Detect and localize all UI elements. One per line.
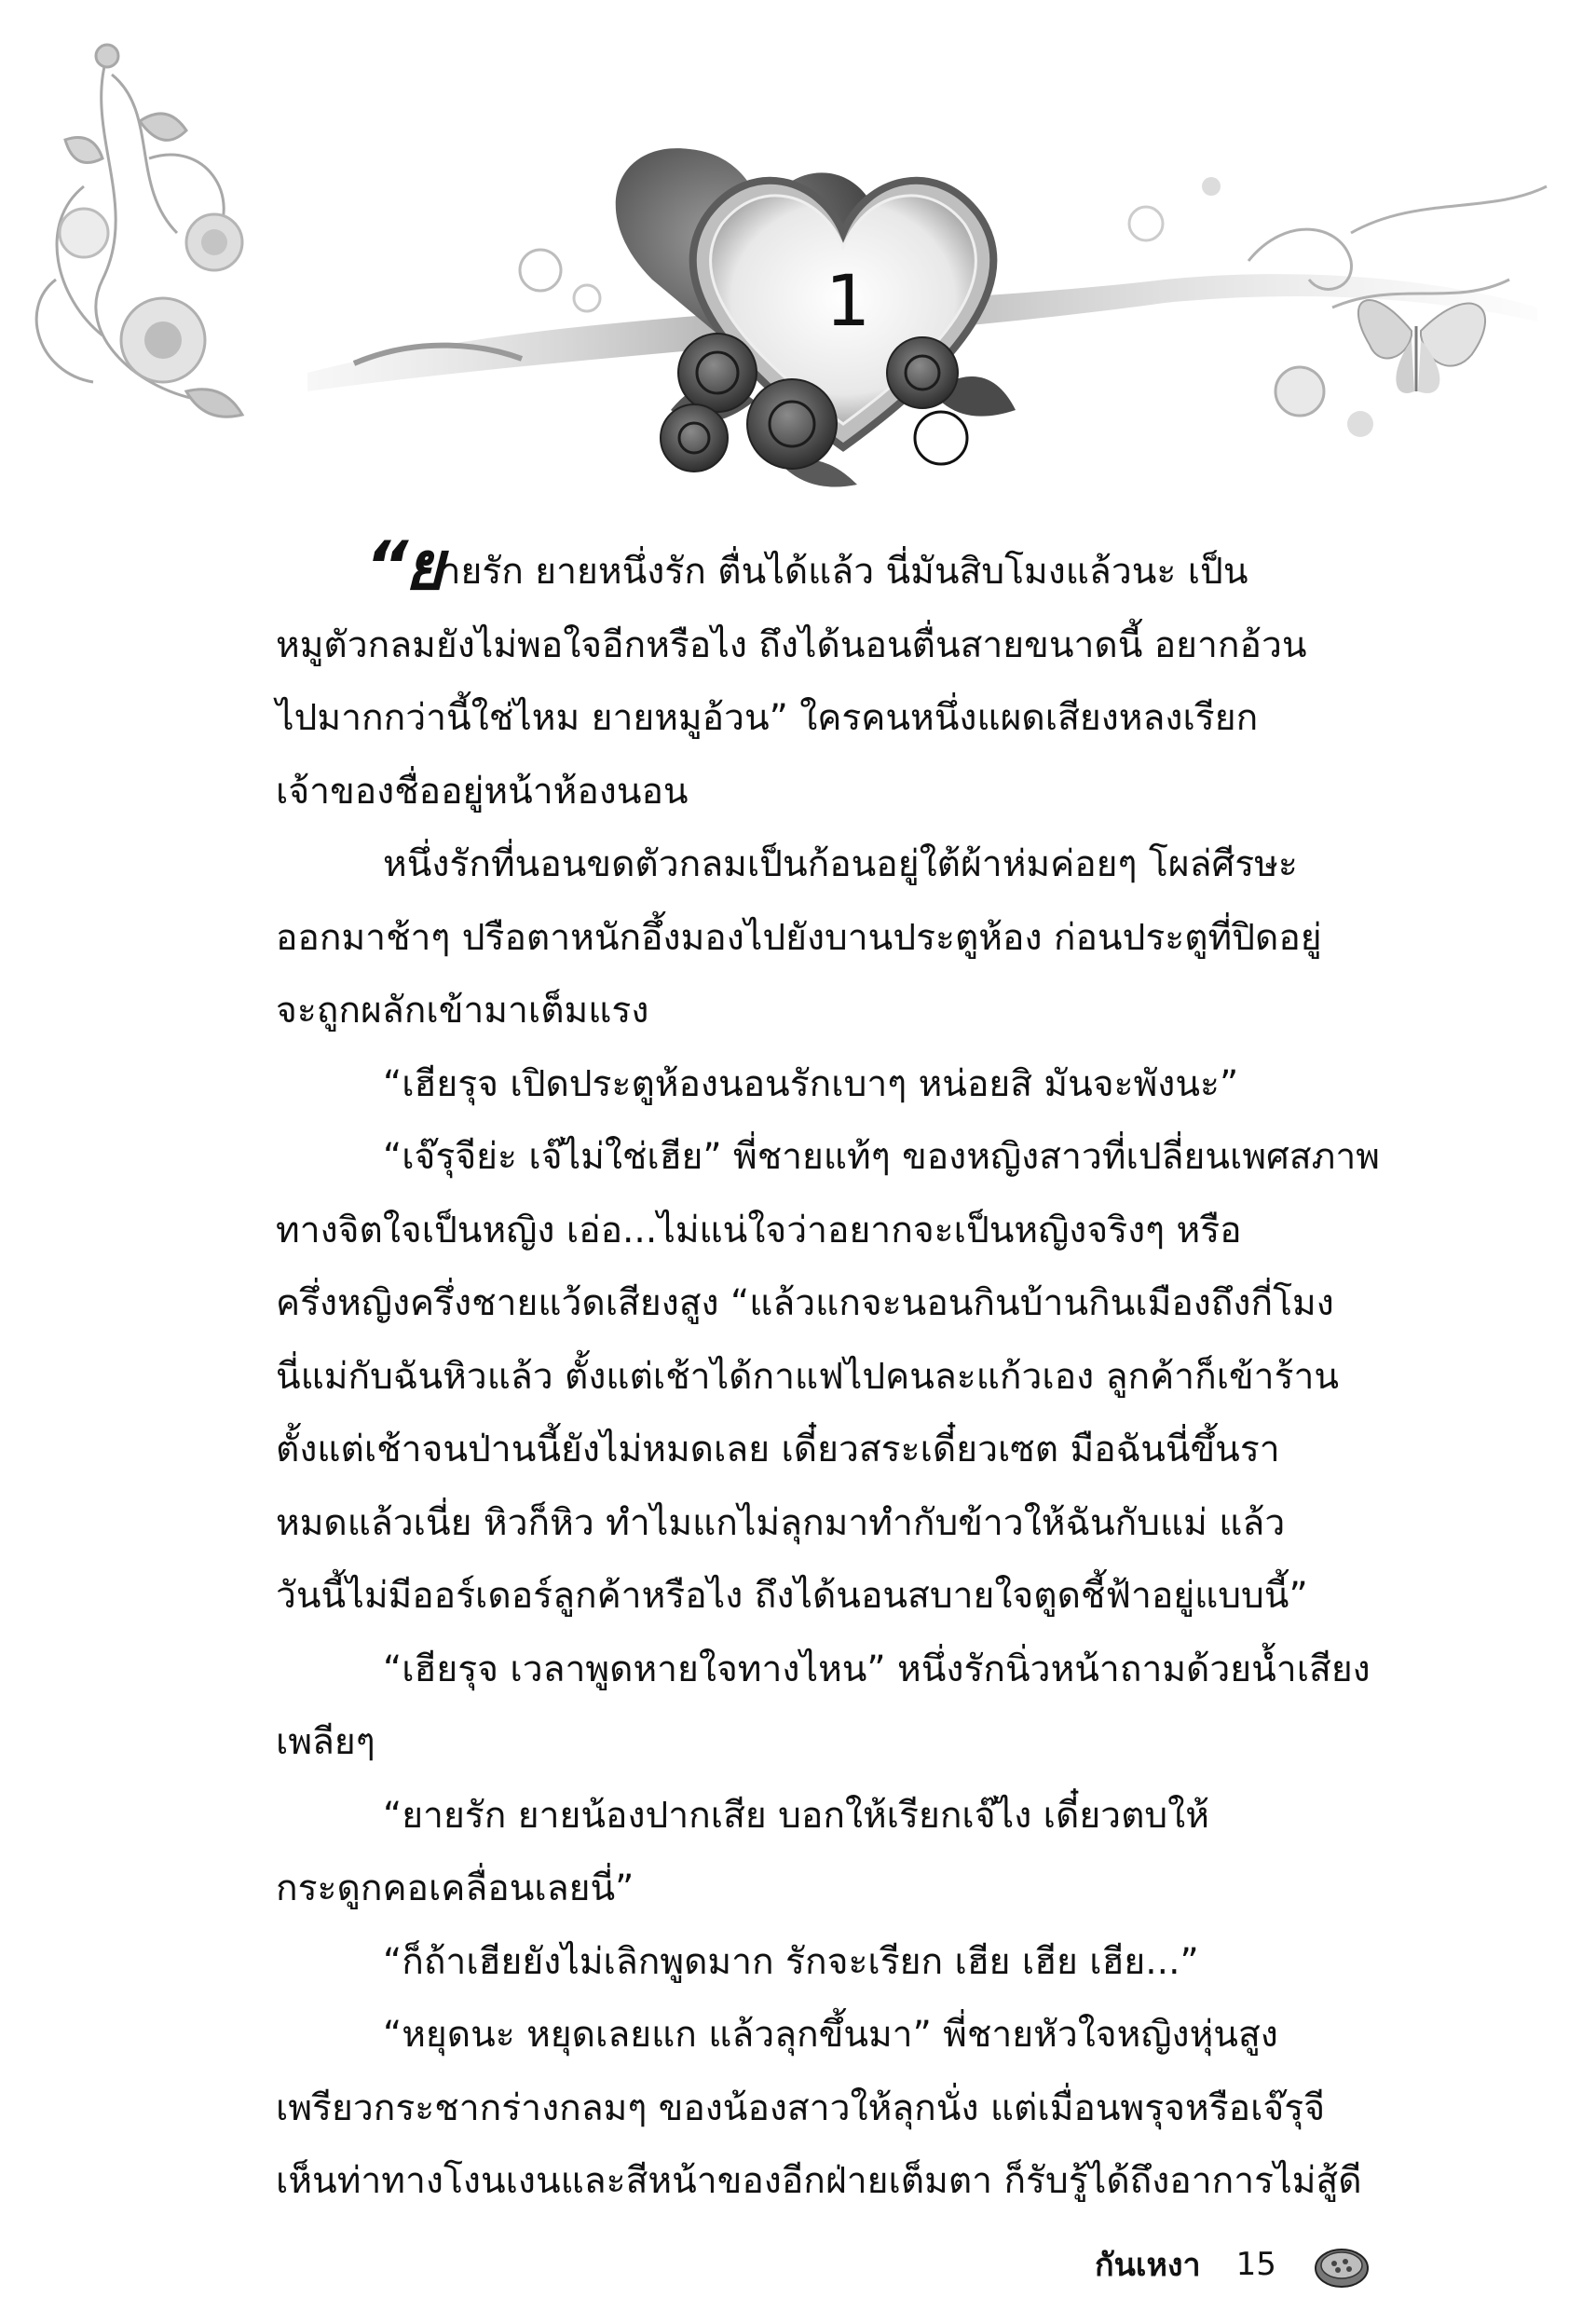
pizza-plate-icon <box>1312 2235 1371 2294</box>
line-text: หมดแล้วเนี่ย หิวก็หิว ทำไมแกไม่ลุกมาทำกับข้าวให้ฉันกับแม่ แล้ว <box>276 1501 1286 1544</box>
text-line <box>276 902 1414 976</box>
chapter-number: 1 <box>825 259 871 342</box>
line-text: หมูตัวกลมยังไม่พอใจอีกหรือไง ถึงได้นอนตื่นสายขนาดนี้ อยากอ้วน <box>276 623 1307 666</box>
line-text: เพรียวกระชากร่างกลมๆ ของน้องสาวให้ลุกนั่ง แต่เมื่อนพรุจหรือเจ๊รุจี <box>276 2086 1326 2129</box>
butterfly-icon <box>1358 300 1485 393</box>
text-line <box>276 1999 1414 2072</box>
line-text: ไปมากกว่านี้ใช่ไหม ยายหมูอ้วน” ใครคนหนึ่งแผดเสียงหลงเรียก <box>276 697 1259 739</box>
line-text: “เจ๊รุจีย่ะ เจ๊ไม่ใช่เฮีย” พี่ชายแท้ๆ ของหญิงสาวที่เปลี่ยนเพศสภาพ <box>383 1136 1380 1178</box>
page-number: 15 <box>1235 2246 1276 2283</box>
line-text: จะถูกผลักเข้ามาเต็มแรง <box>276 990 649 1032</box>
text-line <box>276 1341 1414 1415</box>
text-line <box>276 1487 1414 1561</box>
text-line <box>276 2145 1414 2219</box>
text-line <box>276 609 1414 683</box>
text-line <box>276 1560 1414 1634</box>
text-line <box>276 682 1414 756</box>
text-line <box>276 1634 1414 1707</box>
paragraph <box>276 1999 1414 2219</box>
text-line <box>276 1195 1414 1268</box>
line-text: “ก็ถ้าเฮียยังไม่เลิกพูดมาก รักจะเรียก เฮีย เฮีย เฮีย...” <box>383 1940 1199 1983</box>
line-text: “เฮียรุจ เวลาพูดหายใจทางไหน” หนึ่งรักนิ่วหน้าถามด้วยน้ำเสียง <box>383 1648 1371 1690</box>
paragraph <box>276 1634 1414 1780</box>
line-text: เพลียๆ <box>276 1721 375 1763</box>
text-line <box>276 1414 1414 1487</box>
text-line <box>276 1853 1414 1926</box>
line-text: หนึ่งรักที่นอนขดตัวกลมเป็นก้อนอยู่ใต้ผ้าห่มค่อยๆ โผล่ศีรษะ <box>383 843 1298 885</box>
paragraph <box>276 828 1414 1048</box>
paragraph <box>276 1048 1414 1122</box>
line-text: ายรัก ยายหนึ่งรัก ตื่นได้แล้ว นี่มันสิบโมงแล้วนะ เป็น <box>440 551 1248 593</box>
drop-cap: “ย <box>365 526 441 605</box>
line-text: เห็นท่าทางโงนเงนและสีหน้าของอีกฝ่ายเต็มตา ก็รับรู้ได้ถึงอาการไม่สู้ดี <box>276 2160 1362 2202</box>
line-text: ครึ่งหญิงครึ่งชายแว้ดเสียงสูง “แล้วแกจะนอนกินบ้านกินเมืองถึงกี่โมง <box>276 1282 1334 1324</box>
line-text: ตั้งแต่เช้าจนป่านนี้ยังไม่หมดเลย เดี๋ยวสระเดี๋ยวเซต มือฉันนี่ขึ้นรา <box>276 1429 1280 1470</box>
line-text: เจ้าของชื่ออยู่หน้าห้องนอน <box>276 770 689 813</box>
paragraph <box>276 526 1414 828</box>
line-text: “ยายรัก ยายน้องปากเสีย บอกให้เรียกเจ๊ไง เดี๋ยวตบให้ <box>383 1794 1209 1837</box>
text-line <box>276 756 1414 829</box>
text-line <box>276 526 1414 609</box>
text-line <box>276 1926 1414 2000</box>
line-text: วันนี้ไม่มีออร์เดอร์ลูกค้าหรือไง ถึงได้นอนสบายใจตูดชี้ฟ้าอยู่แบบนี้” <box>276 1575 1308 1617</box>
text-line <box>276 2072 1414 2146</box>
line-text: ทางจิตใจเป็นหญิง เอ่อ...ไม่แน่ใจว่าอยากจะเป็นหญิงจริงๆ หรือ <box>276 1209 1242 1251</box>
paragraph <box>276 1926 1414 2000</box>
paragraph <box>276 1780 1414 1926</box>
line-text: “เฮียรุจ เปิดประตูห้องนอนรักเบาๆ หน่อยสิ มันจะพังนะ” <box>383 1062 1239 1105</box>
text-line <box>276 828 1414 902</box>
book-title: กันเหงา <box>1095 2247 1201 2284</box>
line-text: “หยุดนะ หยุดเลยแก แล้วลุกขึ้นมา” พี่ชายหัวใจหญิงหุ่นสูง <box>383 2014 1278 2056</box>
floral-vine-icon <box>36 45 242 417</box>
text-line <box>276 1706 1414 1780</box>
line-text: ออกมาช้าๆ ปรือตาหนักอึ้งมองไปยังบานประตูห้อง ก่อนประตูที่ปิดอยู่ <box>276 916 1322 959</box>
chapter-header-art <box>0 0 1596 522</box>
text-line <box>276 1780 1414 1853</box>
text-line <box>276 1048 1414 1122</box>
text-line <box>276 1121 1414 1195</box>
text-line <box>276 975 1414 1048</box>
text-line <box>276 1267 1414 1341</box>
line-text: นี่แม่กับฉันหิวแล้ว ตั้งแต่เช้าได้กาแฟไปคนละแก้วเอง ลูกค้าก็เข้าร้าน <box>276 1355 1340 1398</box>
page-footer <box>1095 2232 1371 2297</box>
chapter-body-text <box>276 526 1414 2219</box>
line-text: กระดูกคอเคลื่อนเลยนี่” <box>276 1867 634 1909</box>
paragraph <box>276 1121 1414 1634</box>
